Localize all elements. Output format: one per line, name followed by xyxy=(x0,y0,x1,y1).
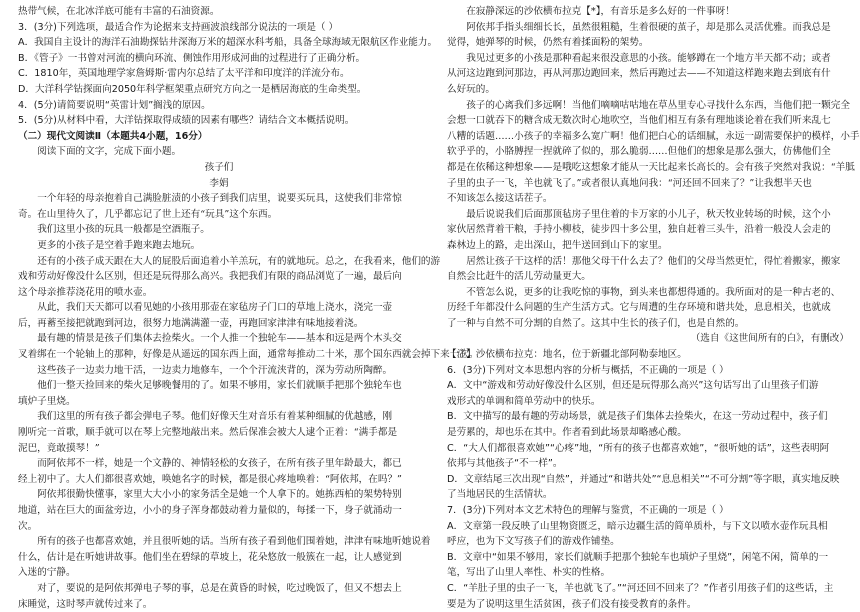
question-3-option-d: D．大洋科学钻探面向2050年科学框架重点研究方向之一是栖居海底的生命类型。 xyxy=(18,83,367,95)
essay-line: 更多的小孩子是空着手跑来跑去地玩。 xyxy=(37,239,201,251)
question-6-stem: 6．(3分)下列对文本思想内容的分析与概括，不正确的一项是（ ） xyxy=(447,364,729,376)
question-4: 4．(5分)请简要说明“英雷计划”搁浅的原因。 xyxy=(18,99,211,111)
question-3-option-a: A．我国自主设计的海洋石油勘探钻井深海万米的超深水科考船，具备全球海域无限航区作业能力。 xyxy=(18,37,438,49)
essay-line: 最有趣的情景是孩子们集体去捡柴火。一个人推一个独轮车——基本和远是两个木头交 xyxy=(37,333,402,345)
essay-line: 叉着绑在一个轮轴上的那种，好像是从遥远的国东西上面，通常每推动二十米，那个国东西就会掉下来一次。 xyxy=(18,349,479,361)
essay-line: 泥巴，竟敢摸琴！” xyxy=(18,442,100,454)
essay-line: 这个母亲推荐浇花用的喷水壶。 xyxy=(18,286,153,298)
essay-line: 戏和劳动好像没什么区别，但还是玩得那么高兴。我把我们有限的商品浏览了一遍，最后向 xyxy=(18,271,402,283)
question-3-option-b: B．《管子》一书曾对河流的横向环流、侧蚀作用形成河曲的过程进行了正确分析。 xyxy=(18,52,366,64)
question-6-option-a: A．文中“游戏和劳动好像没什么区别，但还是玩得那么高兴”这句话写出了山里孩子们游 xyxy=(447,380,819,392)
essay-line: 觉得，她弹琴的时候，仍然有着揉面粉的架势。 xyxy=(447,37,649,49)
essay-line: 他们一整天捡回来的柴火足够晚餐用的了。如果不够用，家长们就顺手把那个独轮车也 xyxy=(37,380,402,392)
question-7-option-c-cont: 要是为了说明这里生活贫困，孩子们没有接受教育的条件。 xyxy=(447,598,697,610)
essay-line: 软乎乎的，小胳膊捏一捏就碎了似的，那么脆弱……但他们的想象是那么强大，仿佛他们全 xyxy=(447,146,831,158)
essay-line: 历经千年都没什么问题的生产生活方式。它与周遭的生存环境和谐共处，息息相关，也就成 xyxy=(447,302,831,314)
essay-line: 我们这里的所有孩子都会弹电子琴。他们好像天生对音乐有着某种细腻的优越感，刚 xyxy=(37,411,393,423)
essay-line: 一个年轻的母亲抱着自己满脸脏渍的小孩子到我们店里，说要买玩具，这使我们非常惊 xyxy=(37,193,402,205)
essay-line: 所有的孩子也都喜欢她，并且很听她的话。当所有孩子看到他们围着她，津津有味地听她说着 xyxy=(37,536,431,548)
essay-line: 八糟的话题……小孩子的幸福多么宽广啊！他们把白心的话细腻，永远一副需要保护的模样，小手 xyxy=(447,130,860,142)
essay-line: 我见过更多的小孩是那种看起来很没意思的小孩。能够蹲在一个地方半天都不动；或者 xyxy=(466,52,831,64)
essay-author: 李娟 xyxy=(209,177,229,189)
question-5: 5．(5分)从材料中看，大洋钻探取得成绩的因素有哪些？请结合文本概括说明。 xyxy=(18,115,355,127)
essay-line: 居然让孩子干这样的活！那他父母干什么去了？他们的父母当然更忙，得忙着搬家，搬家 xyxy=(466,255,841,267)
essay-line: 森林边上的路，走出深山，把牛送回到山下的家里。 xyxy=(447,239,668,251)
essay-line: 子里的虫子一飞，羊也就飞了。”或者很认真地问我：“河还回不回来了？”让我想半天也 xyxy=(447,177,812,189)
question-3-option-c: C．1810年，英国地理学家詹姆斯·雷内尔总结了太平洋和印度洋的洋流分布。 xyxy=(18,68,350,80)
essay-line: 家伙居然背着干粮，手持小柳枝，徒步四十多公里，独自赶着三头牛，沿着一般没人会走的 xyxy=(447,224,831,236)
essay-line: 不知该怎么接这话茬子。 xyxy=(447,193,553,205)
text-line: 热带气候，在北冰洋底可能有丰富的石油资源。 xyxy=(18,6,220,17)
essay-line: 阿依邦手指头细细长长，虽然很粗糙，生着很硬的茧子，却是那么灵活优雅。而我总是 xyxy=(466,21,831,33)
essay-line: 次。 xyxy=(18,520,38,532)
question-6-option-c-cont: 依邦与其他孩子“不一样”。 xyxy=(447,458,563,470)
essay-line: 刚听完一首歌，顺手就可以在琴上完整地敲出来。然后保准会被大人逮个正着：“满手都是 xyxy=(18,427,398,439)
question-3-stem: 3．(3分)下列选项，最适合作为论据来支持画波浪线部分说法的一项是（ ） xyxy=(18,21,339,33)
essay-line: 从河这边跑到河那边，再从河那边跑回来，然后再跑过去——不知道这样跑来跑去到底有什 xyxy=(447,68,831,80)
essay-line: 地道，站在巨大的面盆旁边，小小的身子浑身都鼓动着力量似的，每揉一下，身子就涌动一 xyxy=(18,505,402,516)
essay-line: 从此，我们天天都可以看见她的小孩用那壶在家毡房子门口的草地上浇水，浇完一壶 xyxy=(37,302,393,314)
essay-line: 奇。在山里待久了，几乎都忘记了世上还有“玩具”这个东西。 xyxy=(18,208,278,220)
question-7-option-c: C．“羊肚子里的虫子一飞，羊也就飞了。”“河还回不回来了？”作者引用孩子们的这些话，主 xyxy=(447,582,834,594)
essay-line: 对了，要说的是阿依邦弹电子琴的事，总是在黄昏的时候，吃过晚饭了，但又不想去上 xyxy=(37,582,402,594)
question-6-option-c: C．“大人们都很喜欢她”“心疼”地，“所有的孩子也都喜欢她”，“很听她的话”，这些表明阿 xyxy=(447,442,830,454)
essay-line: 孩子的心离我们多远啊！当他们嘀嘀咕咕地在草丛里专心寻找什么东西，当他们把一颗完全 xyxy=(466,99,850,111)
question-7-option-a-cont: 呼应，也为下文写孩子们的游戏作铺垫。 xyxy=(447,536,620,548)
essay-line: 床睡觉，这时琴声就传过来了。 xyxy=(18,598,153,610)
question-7-stem: 7．(3分)下列对本文艺术特色的理解与鉴赏，不正确的一项是（ ） xyxy=(447,505,729,516)
question-6-option-d-cont: 了当地居民的生活情状。 xyxy=(447,489,553,501)
essay-title: 孩子们 xyxy=(204,161,234,173)
question-7-option-b-cont: 笔，写出了山里人率性、朴实的性格。 xyxy=(447,567,611,579)
essay-note: 【注】沙依横布拉克：地名，位于新疆北部阿勒泰地区。 xyxy=(447,349,687,361)
question-7-option-a: A．文章第一段反映了山里物资匮乏，暗示边疆生活的简单质朴，与下文以喷水壶作玩具相 xyxy=(447,520,828,532)
essay-source: （选自《这世间所有的白》，有删改） xyxy=(690,333,849,345)
essay-line: 会想一口就吞下的糖含成无数次时心地吹空，当他们相互有条有理地谈论着在我们听来乱七 xyxy=(447,115,831,127)
question-7-option-b: B．文章中“如果不够用，家长们就顺手把那个独轮车也填炉子里烧”，闲笔不闲，简单的一 xyxy=(447,551,829,563)
essay-line: 这些孩子一边卖力地干活，一边卖力地修车，一个个汗流浃背的，深为劳动所陶醉。 xyxy=(37,364,393,376)
essay-line: 而阿依邦不一样，她是一个文静的、神情轻松的女孩子，在所有孩子里年龄最大，都已 xyxy=(37,458,402,470)
essay-line: 经上初中了。大人们都很喜欢她，唤她名字的时候，都是很心疼地唤着：“阿依邦，在吗？” xyxy=(18,473,402,485)
essay-line: 后，再蓄至接把就跑到河边，很努力地满满灌一壶，再跑回家津津有味地接着浇。 xyxy=(18,317,364,329)
essay-line: 么好玩的。 xyxy=(447,83,495,95)
essay-line: 都是在依稀这种想象——是哦吃这想象才能从一天比起来长高长的。会有孩子突然对我说：“羊胝 xyxy=(447,161,855,173)
essay-line: 不管怎么说，更多的让我吃惊的事物，到头来也都想得通的。我所面对的是一种古老的、 xyxy=(466,286,841,298)
essay-line: 填炉子里烧。 xyxy=(18,395,76,407)
essay-line: 了一种与自然不可分割的自然了。这其中生长的孩子们，也是自然的。 xyxy=(447,317,745,329)
question-6-option-a-cont: 戏形式的单调和简单劳动中的快乐。 xyxy=(447,395,601,407)
essay-line: 什么，估计是在听她讲故事。他们坐在碧绿的草坡上，花朵悠放一般簇在一起，让人感觉到 xyxy=(18,551,402,563)
question-6-option-d: D．文章结尾三次出现“自然”，并通过“和谐共处”“息息相关”“不可分割”等字眼，真实地反映 xyxy=(447,473,840,485)
essay-line: 入迷的宁静。 xyxy=(18,567,76,579)
essay-line: 我们这里小孩的玩具一般都是空酒瓶子。 xyxy=(37,224,210,236)
essay-line: 阿依邦很勤快懂事，家里大大小小的家务活全是她一个人拿下的。她拣西柏的架势特别 xyxy=(37,489,402,501)
question-6-option-b-cont: 是劳累的，却也乐在其中。作者看到此场景却略感心酸。 xyxy=(447,427,687,439)
essay-line: 自然会比赶牛的活儿劳动量更大。 xyxy=(447,271,591,283)
essay-line: 在寂静深远的沙依横布拉克【*】，有音乐是多么好的一件事呀！ xyxy=(466,6,735,17)
section-heading: （二）现代文阅读Ⅱ（本题共4小题，16分） xyxy=(18,130,208,142)
question-6-option-b: B．文中描写的最有趣的劳动场景，就是孩子们集体去捡柴火，在这一劳动过程中，孩子们 xyxy=(447,411,828,423)
essay-line: 还有的小孩子成天跟在大人的屁股后面追着小羊羔玩，有的就地玩。总之，在我看来，他们的游 xyxy=(37,255,441,267)
essay-line: 最后说说我们后面那顶毡房子里住着的卡万家的小儿子，秋天牧业转场的时候，这个小 xyxy=(466,208,831,220)
reading-instruction: 阅读下面的文字，完成下面小题。 xyxy=(37,146,182,158)
right-column xyxy=(447,4,860,612)
